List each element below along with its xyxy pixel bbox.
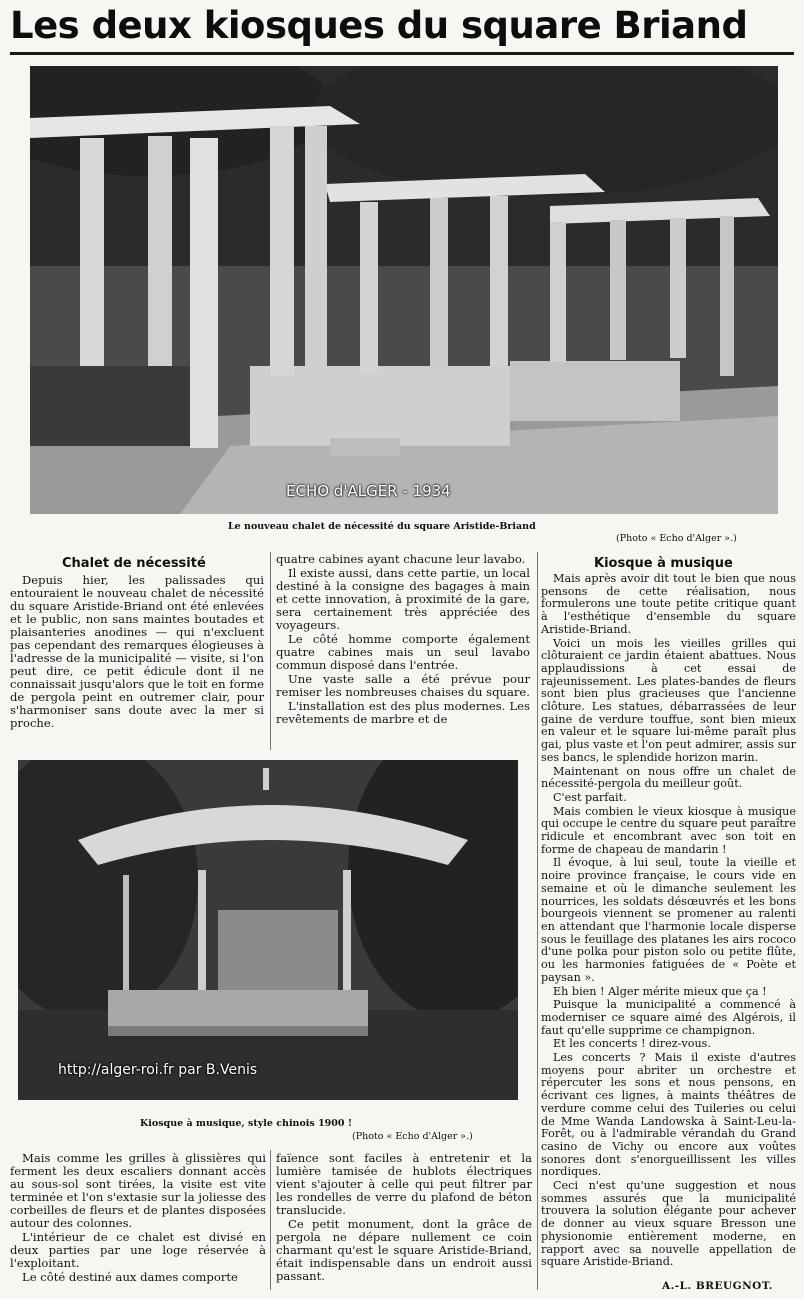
paragraph: Ce petit monument, dont la grâce de pergola ne dépare nullement ce coin charmant qu'est le square Aristide-Briand, était indispensable dans un endroit aussi passant. xyxy=(276,1217,532,1283)
paragraph: L'installation est des plus modernes. Les revêtements de marbre et de xyxy=(276,699,530,726)
chalet-photo-illustration xyxy=(30,66,778,514)
site-credit: http://alger-roi.fr par B.Venis xyxy=(58,1062,258,1078)
kiosk-photo-illustration xyxy=(18,760,518,1100)
paragraph: Voici un mois les vieilles grilles qui clôturaient ce jardin étaient abattues. Nous applaudissions à cet essai de rajeunissement. Les plates-bandes de fleurs sont bien plus gracieuses que l'ancienne clôture. Les statues, débarrassées de leur gaine de verdure touffue, sont bien mieux en valeur et le square lui-même paraît plus gai, plus vaste et l'on peut admirer, assis sur ses bancs, le splendide horizon marin. xyxy=(541,636,796,764)
paragraph: L'intérieur de ce chalet est divisé en deux parties par une loge réservée à l'exploitant. xyxy=(10,1230,266,1270)
column-divider xyxy=(270,1150,271,1290)
paragraph: Depuis hier, les palissades qui entouraient le nouveau chalet de nécessité du square Aristide-Briand ont été enlevées et le public, non sans maintes boutades et plaisanteries anodines — qui n'excluent pas cependant des remarques élogieuses à l'adresse de la municipalité — visite, si l'on peut dire, ce petit édicule dont il ne connaissait jusqu'alors que le toit en forme de pergola peint en outremer clair, pour s'harmoniser sans doute avec la mer si proche. xyxy=(10,573,264,730)
article-column-right xyxy=(541,573,796,1270)
echo-watermark: ECHO d'ALGER - 1934 xyxy=(286,482,451,500)
headline-rule xyxy=(10,52,794,55)
paragraph: Puisque la municipalité a commencé à moderniser ce square aimé des Algérois, il faut qu'elle supprime ce champignon. xyxy=(541,998,796,1037)
paragraph: Le côté destiné aux dames comporte xyxy=(22,1270,238,1284)
paragraph: Les concerts ? Mais il existe d'autres moyens pour abriter un orchestre et répercuter les sons et nous pensons, en écrivant ces lignes, à maints théâtres de verdure comme celui des Tuileries ou celui de Mme Wanda Landowska à Saint-Leu-la-Forêt, ou à l'admirable vérandah du Grand casino de Vichy ou encore aux voûtes sonores dont s'enorgueillissent les villes nordiques. xyxy=(541,1051,796,1179)
column-divider xyxy=(537,552,538,1290)
paragraph: quatre cabines ayant chacune leur lavabo. xyxy=(276,552,526,566)
kiosk-photo xyxy=(18,760,518,1100)
article-column-middle xyxy=(276,553,530,727)
paragraph: Mais combien le vieux kiosque à musique qui occupe le centre du square peut paraître ridicule et encombrant avec son toit en forme de chapeau de mandarin ! xyxy=(541,804,796,856)
section-heading-chalet: Chalet de nécessité xyxy=(62,556,206,571)
paragraph: faïence sont faciles à entretenir et la lumière tamisée de hublots électriques vient s'ajouter à celle qui peut filtrer par les rondelles de verre du plafond de béton translucide. xyxy=(276,1151,532,1217)
chalet-photo xyxy=(30,66,778,514)
paragraph: Ceci n'est qu'une suggestion et nous sommes assurés que la municipalité trouvera la solution élégante pour achever de donner au vieux square Bresson une physionomie entièrement moderne, en rapport avec sa nouvelle appellation de square Aristide-Briand. xyxy=(541,1179,796,1269)
author-signature: A.-L. BREUGNOT. xyxy=(662,1280,773,1292)
paragraph: Mais après avoir dit tout le bien que nous pensons de cette réalisation, nous formulerons une toute petite critique quant à l'esthétique d'ensemble du square Aristide-Briand. xyxy=(541,572,796,636)
paragraph: C'est parfait. xyxy=(553,790,627,804)
article-column-bottom-middle xyxy=(276,1152,532,1284)
paragraph: Il évoque, à lui seul, toute la vieille et noire province française, le cours vide en semaine et où le dimanche seulement les nourrices, les soldats désœuvrés et les bons bourgeois viennent se promener au ralenti en attendant que l'harmonie locale disperse sous le feuillage des platanes les airs rococo d'une polka pour piston solo ou petite flûte, ou les harmonies fatiguées de « Poète et paysan ». xyxy=(541,856,796,984)
paragraph: Eh bien ! Alger mérite mieux que ça ! xyxy=(553,984,767,998)
paragraph: Il existe aussi, dans cette partie, un local destiné à la consigne des bagages à main et cette innovation, à proximité de la gare, sera certainement très appréciée des voyageurs. xyxy=(276,566,530,632)
headline: Les deux kiosques du square Briand xyxy=(10,4,748,47)
paragraph: Et les concerts ! direz-vous. xyxy=(553,1037,711,1051)
paragraph: Maintenant on nous offre un chalet de nécessité-pergola du meilleur goût. xyxy=(541,764,796,791)
paragraph: Le côté homme comporte également quatre cabines mais un seul lavabo commun disposé dans l'entrée. xyxy=(276,632,530,672)
paragraph: Une vaste salle a été prévue pour remiser les nombreuses chaises du square. xyxy=(276,672,530,699)
article-column-left xyxy=(10,574,264,731)
article-column-bottom-left xyxy=(10,1152,266,1285)
kiosk-photo-credit: (Photo « Echo d'Alger ».) xyxy=(352,1131,473,1142)
chalet-photo-credit: (Photo « Echo d'Alger ».) xyxy=(616,533,737,544)
paragraph: Mais comme les grilles à glissières qui ferment les deux escaliers donnant accès au sous-sol sont tirées, la visite est vite terminée et l'on s'extasie sur la joliesse des corbeilles de fleurs et de plantes disposées autour des colonnes. xyxy=(10,1151,266,1230)
chalet-caption: Le nouveau chalet de nécessité du square Aristide-Briand xyxy=(228,521,536,532)
section-heading-kiosque: Kiosque à musique xyxy=(594,556,733,571)
kiosk-caption: Kiosque à musique, style chinois 1900 ! xyxy=(140,1118,352,1129)
column-divider xyxy=(270,552,271,750)
